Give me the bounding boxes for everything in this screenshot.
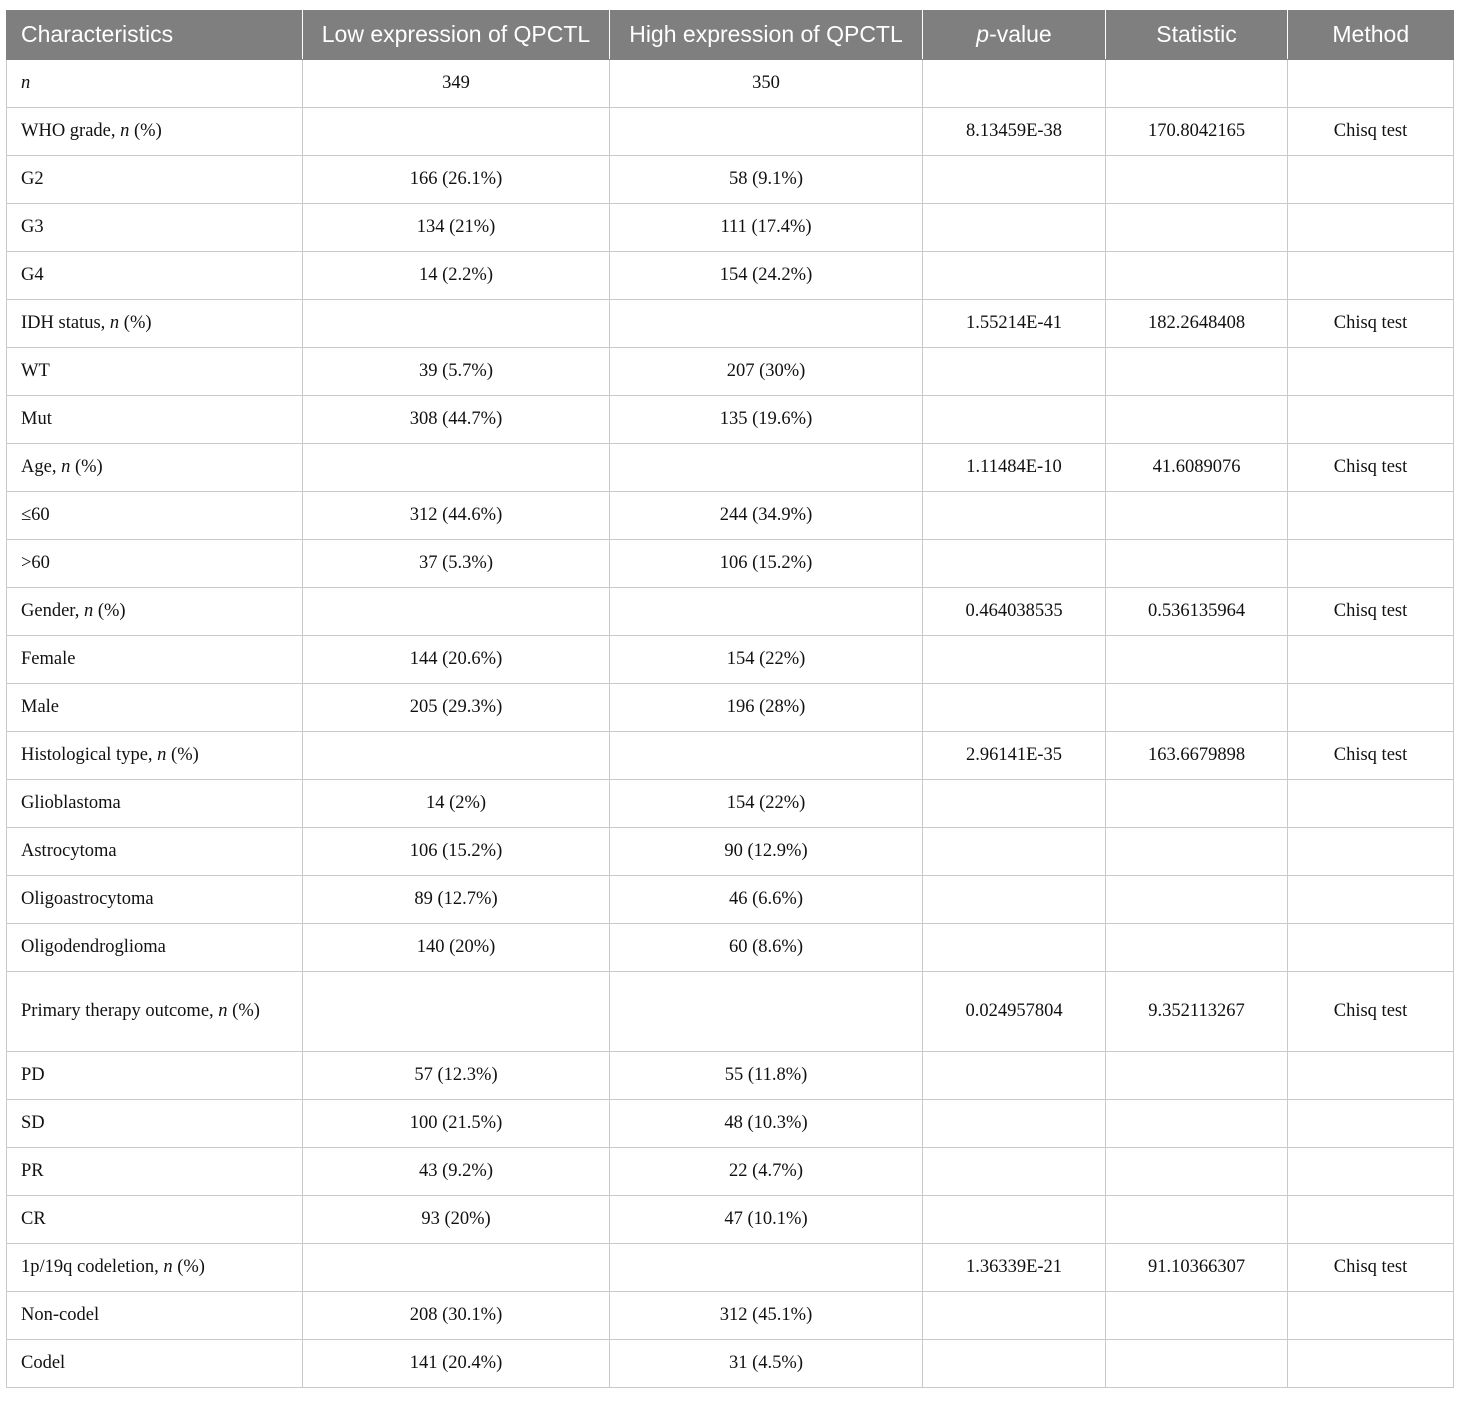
characteristic-n-italic: n xyxy=(120,121,130,141)
method-cell xyxy=(1288,60,1454,108)
table-row xyxy=(7,348,1454,396)
p-value-cell: 1.36339E-21 xyxy=(923,1244,1106,1292)
method-cell: Chisq test xyxy=(1288,1244,1454,1292)
table-row xyxy=(7,444,1454,492)
table-row xyxy=(7,396,1454,444)
high-expression-cell: 350 xyxy=(610,60,923,108)
low-expression-cell: 106 (15.2%) xyxy=(303,828,610,876)
characteristic-label: G3 xyxy=(21,217,44,237)
characteristic-cell xyxy=(7,1292,303,1340)
characteristic-n-italic: n xyxy=(83,601,94,621)
characteristic-label: Oligoastrocytoma xyxy=(21,889,154,909)
high-expression-cell: 55 (11.8%) xyxy=(610,1052,923,1100)
p-value-cell xyxy=(923,396,1106,444)
characteristic-label: WT xyxy=(21,361,50,381)
statistic-cell xyxy=(1106,924,1288,972)
table-row xyxy=(7,540,1454,588)
statistic-cell xyxy=(1106,348,1288,396)
low-expression-cell xyxy=(303,732,610,780)
high-expression-cell xyxy=(610,732,923,780)
method-cell xyxy=(1288,1052,1454,1100)
characteristic-label: SD xyxy=(21,1113,45,1133)
method-cell: Chisq test xyxy=(1288,444,1454,492)
characteristic-suffix: (%) xyxy=(70,457,103,477)
characteristic-cell xyxy=(7,924,303,972)
low-expression-cell: 100 (21.5%) xyxy=(303,1100,610,1148)
low-expression-cell: 14 (2.2%) xyxy=(303,252,610,300)
characteristic-cell xyxy=(7,60,303,108)
statistic-cell xyxy=(1106,60,1288,108)
characteristic-suffix: (%) xyxy=(172,1257,205,1277)
characteristic-n-italic: n xyxy=(61,457,71,477)
method-cell xyxy=(1288,924,1454,972)
statistic-cell xyxy=(1106,780,1288,828)
table-row xyxy=(7,588,1454,636)
characteristic-label: Male xyxy=(21,697,60,717)
low-expression-cell: 140 (20%) xyxy=(303,924,610,972)
low-expression-cell: 89 (12.7%) xyxy=(303,876,610,924)
low-expression-cell xyxy=(303,108,610,156)
characteristic-cell xyxy=(7,1196,303,1244)
method-cell xyxy=(1288,348,1454,396)
low-expression-cell: 166 (26.1%) xyxy=(303,156,610,204)
characteristic-cell xyxy=(7,636,303,684)
characteristic-cell xyxy=(7,156,303,204)
p-value-cell xyxy=(923,1340,1106,1388)
p-value-cell xyxy=(923,1148,1106,1196)
table-row xyxy=(7,684,1454,732)
characteristic-cell xyxy=(7,252,303,300)
characteristic-cell xyxy=(7,396,303,444)
statistic-cell xyxy=(1106,492,1288,540)
table-row xyxy=(7,300,1454,348)
characteristic-label: Primary therapy outcome, xyxy=(21,1001,219,1021)
high-expression-cell: 207 (30%) xyxy=(610,348,923,396)
high-expression-cell: 47 (10.1%) xyxy=(610,1196,923,1244)
table-row xyxy=(7,156,1454,204)
table-row xyxy=(7,1100,1454,1148)
low-expression-cell: 57 (12.3%) xyxy=(303,1052,610,1100)
characteristic-label: WHO grade, xyxy=(21,121,121,141)
characteristic-label: Mut xyxy=(21,409,52,429)
method-cell xyxy=(1288,828,1454,876)
low-expression-cell: 349 xyxy=(303,60,610,108)
high-expression-cell: 135 (19.6%) xyxy=(610,396,923,444)
characteristic-label: 1p/19q codeletion, xyxy=(21,1257,164,1277)
low-expression-cell xyxy=(303,972,610,1052)
high-expression-cell xyxy=(610,1244,923,1292)
statistic-cell xyxy=(1106,876,1288,924)
p-value-cell xyxy=(923,156,1106,204)
statistic-cell: 41.6089076 xyxy=(1106,444,1288,492)
characteristic-label: Oligodendroglioma xyxy=(21,937,166,957)
characteristic-label: PR xyxy=(21,1161,44,1181)
statistic-cell: 163.6679898 xyxy=(1106,732,1288,780)
statistic-cell xyxy=(1106,1052,1288,1100)
high-expression-cell xyxy=(610,972,923,1052)
table-row xyxy=(7,1244,1454,1292)
statistic-cell xyxy=(1106,1292,1288,1340)
p-value-cell xyxy=(923,1100,1106,1148)
characteristic-cell xyxy=(7,492,303,540)
p-value-cell xyxy=(923,1292,1106,1340)
table-row xyxy=(7,1148,1454,1196)
characteristic-n-italic: n xyxy=(218,1001,228,1021)
low-expression-cell xyxy=(303,1244,610,1292)
characteristic-label: ≤60 xyxy=(21,505,50,525)
table-row xyxy=(7,1196,1454,1244)
low-expression-cell xyxy=(303,588,610,636)
statistic-cell: 91.10366307 xyxy=(1106,1244,1288,1292)
low-expression-cell: 14 (2%) xyxy=(303,780,610,828)
high-expression-cell: 31 (4.5%) xyxy=(610,1340,923,1388)
characteristic-cell xyxy=(7,828,303,876)
high-expression-cell: 154 (22%) xyxy=(610,636,923,684)
statistic-cell xyxy=(1106,540,1288,588)
p-value-cell xyxy=(923,1052,1106,1100)
method-cell xyxy=(1288,540,1454,588)
method-cell xyxy=(1288,1148,1454,1196)
method-cell: Chisq test xyxy=(1288,588,1454,636)
statistic-cell xyxy=(1106,1196,1288,1244)
table-row xyxy=(7,636,1454,684)
characteristic-suffix: (%) xyxy=(129,121,162,141)
high-expression-cell: 154 (22%) xyxy=(610,780,923,828)
statistic-cell xyxy=(1106,1340,1288,1388)
table-row xyxy=(7,1052,1454,1100)
statistic-cell xyxy=(1106,1148,1288,1196)
p-value-cell xyxy=(923,1196,1106,1244)
characteristic-cell xyxy=(7,444,303,492)
low-expression-cell xyxy=(303,300,610,348)
p-value-cell xyxy=(923,780,1106,828)
characteristic-cell xyxy=(7,348,303,396)
characteristic-cell xyxy=(7,1148,303,1196)
characteristics-table xyxy=(6,10,1454,1388)
characteristic-cell xyxy=(7,780,303,828)
characteristic-cell xyxy=(7,588,303,636)
method-cell xyxy=(1288,156,1454,204)
characteristic-cell xyxy=(7,732,303,780)
statistic-cell xyxy=(1106,204,1288,252)
statistic-cell xyxy=(1106,684,1288,732)
characteristic-label: G4 xyxy=(21,265,44,285)
characteristics-table-container xyxy=(6,10,1453,1388)
high-expression-cell: 48 (10.3%) xyxy=(610,1100,923,1148)
high-expression-cell: 312 (45.1%) xyxy=(610,1292,923,1340)
method-cell xyxy=(1288,204,1454,252)
high-expression-cell: 60 (8.6%) xyxy=(610,924,923,972)
characteristic-cell xyxy=(7,684,303,732)
characteristic-cell xyxy=(7,972,303,1052)
method-cell xyxy=(1288,684,1454,732)
high-expression-cell: 46 (6.6%) xyxy=(610,876,923,924)
characteristic-label: Glioblastoma xyxy=(21,793,121,813)
high-expression-cell xyxy=(610,588,923,636)
high-expression-cell: 244 (34.9%) xyxy=(610,492,923,540)
p-value-cell: 1.11484E-10 xyxy=(923,444,1106,492)
header-characteristics: Characteristics xyxy=(7,10,303,60)
p-value-cell xyxy=(923,348,1106,396)
header-p-value xyxy=(923,10,1106,60)
statistic-cell: 9.352113267 xyxy=(1106,972,1288,1052)
low-expression-cell xyxy=(303,444,610,492)
p-value-cell xyxy=(923,828,1106,876)
characteristic-cell xyxy=(7,1052,303,1100)
low-expression-cell: 93 (20%) xyxy=(303,1196,610,1244)
table-body xyxy=(7,60,1454,1388)
characteristic-cell xyxy=(7,300,303,348)
table-row xyxy=(7,252,1454,300)
low-expression-cell: 144 (20.6%) xyxy=(303,636,610,684)
p-value-cell xyxy=(923,876,1106,924)
table-row xyxy=(7,876,1454,924)
statistic-cell: 170.8042165 xyxy=(1106,108,1288,156)
method-cell: Chisq test xyxy=(1288,108,1454,156)
characteristic-label: Female xyxy=(21,649,76,669)
method-cell: Chisq test xyxy=(1288,732,1454,780)
characteristic-suffix: (%) xyxy=(93,601,126,621)
low-expression-cell: 205 (29.3%) xyxy=(303,684,610,732)
low-expression-cell: 37 (5.3%) xyxy=(303,540,610,588)
method-cell xyxy=(1288,1100,1454,1148)
header-low-expression: Low expression of QPCTL xyxy=(303,10,610,60)
statistic-cell xyxy=(1106,828,1288,876)
method-cell xyxy=(1288,1196,1454,1244)
low-expression-cell: 208 (30.1%) xyxy=(303,1292,610,1340)
method-cell xyxy=(1288,636,1454,684)
table-header xyxy=(7,10,1454,60)
characteristic-cell xyxy=(7,1244,303,1292)
header-high-expression: High expression of QPCTL xyxy=(610,10,923,60)
header-p-italic: p xyxy=(976,21,990,47)
low-expression-cell: 39 (5.7%) xyxy=(303,348,610,396)
p-value-cell: 2.96141E-35 xyxy=(923,732,1106,780)
header-method: Method xyxy=(1288,10,1454,60)
characteristic-cell xyxy=(7,1100,303,1148)
characteristic-cell xyxy=(7,204,303,252)
low-expression-cell: 308 (44.7%) xyxy=(303,396,610,444)
method-cell xyxy=(1288,780,1454,828)
high-expression-cell xyxy=(610,300,923,348)
characteristic-label: Gender, xyxy=(21,601,84,621)
characteristic-label: Histological type, xyxy=(21,745,158,765)
table-row xyxy=(7,924,1454,972)
characteristic-label: Non-codel xyxy=(21,1305,100,1325)
method-cell xyxy=(1288,1292,1454,1340)
header-row xyxy=(7,10,1454,60)
p-value-cell: 0.464038535 xyxy=(923,588,1106,636)
high-expression-cell: 106 (15.2%) xyxy=(610,540,923,588)
p-value-cell xyxy=(923,540,1106,588)
low-expression-cell: 141 (20.4%) xyxy=(303,1340,610,1388)
p-value-cell xyxy=(923,492,1106,540)
characteristic-label: PD xyxy=(21,1065,45,1085)
p-value-cell: 1.55214E-41 xyxy=(923,300,1106,348)
high-expression-cell xyxy=(610,108,923,156)
low-expression-cell: 43 (9.2%) xyxy=(303,1148,610,1196)
statistic-cell xyxy=(1106,252,1288,300)
statistic-cell xyxy=(1106,396,1288,444)
table-row xyxy=(7,1292,1454,1340)
method-cell xyxy=(1288,876,1454,924)
high-expression-cell: 196 (28%) xyxy=(610,684,923,732)
statistic-cell: 0.536135964 xyxy=(1106,588,1288,636)
characteristic-cell xyxy=(7,540,303,588)
statistic-cell xyxy=(1106,636,1288,684)
high-expression-cell: 90 (12.9%) xyxy=(610,828,923,876)
table-row xyxy=(7,204,1454,252)
high-expression-cell: 22 (4.7%) xyxy=(610,1148,923,1196)
p-value-cell xyxy=(923,252,1106,300)
characteristic-label: Age, xyxy=(21,457,62,477)
characteristic-cell xyxy=(7,108,303,156)
characteristic-label: >60 xyxy=(21,553,50,573)
table-row xyxy=(7,972,1454,1052)
method-cell xyxy=(1288,492,1454,540)
p-value-cell xyxy=(923,60,1106,108)
characteristic-n-italic: n xyxy=(21,73,31,93)
characteristic-n-italic: n xyxy=(163,1257,173,1277)
table-row xyxy=(7,108,1454,156)
table-row xyxy=(7,780,1454,828)
table-row xyxy=(7,1340,1454,1388)
characteristic-cell xyxy=(7,876,303,924)
method-cell xyxy=(1288,396,1454,444)
high-expression-cell xyxy=(610,444,923,492)
statistic-cell xyxy=(1106,156,1288,204)
method-cell: Chisq test xyxy=(1288,300,1454,348)
characteristic-label: IDH status, xyxy=(21,313,110,333)
p-value-cell: 8.13459E-38 xyxy=(923,108,1106,156)
characteristic-label: CR xyxy=(21,1209,46,1229)
table-row xyxy=(7,60,1454,108)
table-row xyxy=(7,492,1454,540)
table-row xyxy=(7,828,1454,876)
characteristic-suffix: (%) xyxy=(119,313,152,333)
p-value-cell xyxy=(923,204,1106,252)
low-expression-cell: 134 (21%) xyxy=(303,204,610,252)
method-cell xyxy=(1288,1340,1454,1388)
table-row xyxy=(7,732,1454,780)
high-expression-cell: 154 (24.2%) xyxy=(610,252,923,300)
p-value-cell xyxy=(923,924,1106,972)
high-expression-cell: 58 (9.1%) xyxy=(610,156,923,204)
characteristic-suffix: (%) xyxy=(227,1001,260,1021)
characteristic-n-italic: n xyxy=(109,313,120,333)
method-cell: Chisq test xyxy=(1288,972,1454,1052)
high-expression-cell: 111 (17.4%) xyxy=(610,204,923,252)
p-value-cell xyxy=(923,636,1106,684)
low-expression-cell: 312 (44.6%) xyxy=(303,492,610,540)
characteristic-label: G2 xyxy=(21,169,44,189)
characteristic-n-italic: n xyxy=(157,745,167,765)
method-cell xyxy=(1288,252,1454,300)
p-value-cell xyxy=(923,684,1106,732)
p-value-cell: 0.024957804 xyxy=(923,972,1106,1052)
statistic-cell: 182.2648408 xyxy=(1106,300,1288,348)
characteristic-label: Codel xyxy=(21,1353,66,1373)
header-p-suffix: -value xyxy=(989,21,1052,47)
statistic-cell xyxy=(1106,1100,1288,1148)
characteristic-cell xyxy=(7,1340,303,1388)
characteristic-label: Astrocytoma xyxy=(21,841,117,861)
header-statistic: Statistic xyxy=(1106,10,1288,60)
characteristic-suffix: (%) xyxy=(166,745,199,765)
